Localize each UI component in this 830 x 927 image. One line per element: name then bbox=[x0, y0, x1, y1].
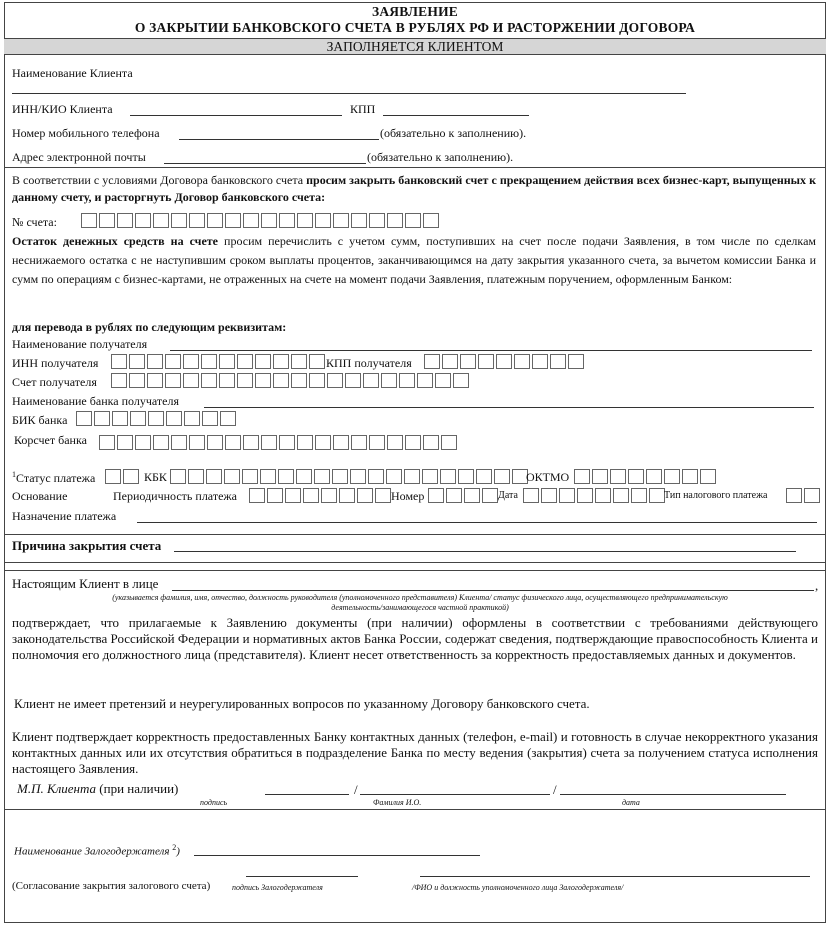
entry-cell[interactable] bbox=[297, 435, 313, 450]
phone-field[interactable] bbox=[179, 139, 379, 140]
entry-cell[interactable] bbox=[219, 373, 235, 388]
entry-cell[interactable] bbox=[76, 411, 92, 426]
recipient-name-label: Наименование получателя bbox=[12, 337, 148, 351]
entry-cell[interactable] bbox=[170, 469, 186, 484]
entry-cell[interactable] bbox=[255, 373, 271, 388]
entry-cell[interactable] bbox=[786, 488, 802, 503]
entry-cell[interactable] bbox=[399, 373, 415, 388]
entry-cell[interactable] bbox=[309, 354, 325, 369]
entry-cell[interactable] bbox=[279, 213, 295, 228]
number-label: Номер bbox=[391, 489, 425, 503]
entry-cell[interactable] bbox=[147, 354, 163, 369]
entry-cell[interactable] bbox=[405, 435, 421, 450]
corr-account-cells[interactable] bbox=[99, 435, 459, 450]
bank-name-label: Наименование банка получателя bbox=[12, 394, 179, 408]
entry-cell[interactable] bbox=[237, 354, 253, 369]
entry-cell[interactable] bbox=[422, 469, 438, 484]
entry-cell[interactable] bbox=[446, 488, 462, 503]
entry-cell[interactable] bbox=[375, 488, 391, 503]
entry-cell[interactable] bbox=[117, 435, 133, 450]
fio-caption: Фамилия И.О. bbox=[373, 798, 422, 807]
recipient-inn-label: ИНН получателя bbox=[12, 356, 99, 370]
entry-cell[interactable] bbox=[613, 488, 629, 503]
entry-cell[interactable] bbox=[649, 488, 665, 503]
entry-cell[interactable] bbox=[577, 488, 593, 503]
entry-cell[interactable] bbox=[387, 213, 403, 228]
entry-cell[interactable] bbox=[441, 435, 457, 450]
entry-cell[interactable] bbox=[664, 469, 680, 484]
entry-cell[interactable] bbox=[428, 488, 444, 503]
entry-cell[interactable] bbox=[219, 354, 235, 369]
balance-paragraph: Остаток денежных средств на счете просим перечислить с учетом сумм, поступивших на счет после подачи Заявления, в том числе по сделкам неснижаемого остатка с не наступившим сроком выплаты процентов, заканчивающимся на дату закрытия указанного счета, за вычетом комиссии Банка и сумм по операциям с бизнес-картами, не отраженных на счете на момент подачи Заявления, платежным поручением, оформленным Банком: bbox=[12, 234, 816, 286]
entry-cell[interactable] bbox=[523, 488, 539, 503]
declaration-paragraph-3: Клиент подтверждает корректность предоставленных Банку контактных данных (телефон, e-mail) и готовность в случае некорректного указания контактных данных или их отсутствия обратиться в подразделение Банка по месту ведения (закрытия) счета за получением статуса исполнения настоящего Заявления. bbox=[12, 729, 818, 776]
client-stamp-label: М.П. Клиента (при наличии) bbox=[17, 781, 179, 796]
bik-label: БИК банка bbox=[12, 413, 68, 427]
entry-cell[interactable] bbox=[345, 373, 361, 388]
email-field[interactable] bbox=[164, 163, 366, 164]
entry-cell[interactable] bbox=[550, 354, 566, 369]
account-number-label: № счета: bbox=[12, 215, 57, 229]
entry-cell[interactable] bbox=[404, 469, 420, 484]
entry-cell[interactable] bbox=[595, 488, 611, 503]
entry-cell[interactable] bbox=[424, 354, 440, 369]
kbk-cells[interactable] bbox=[170, 469, 530, 484]
recipient-kpp-cells[interactable] bbox=[424, 354, 586, 369]
recipient-inn-cells[interactable] bbox=[111, 354, 327, 369]
entry-cell[interactable] bbox=[237, 373, 253, 388]
entry-cell[interactable] bbox=[273, 373, 289, 388]
kbk-label: КБК bbox=[144, 470, 167, 484]
entry-cell[interactable] bbox=[303, 488, 319, 503]
entry-cell[interactable] bbox=[189, 213, 205, 228]
entry-cell[interactable] bbox=[321, 488, 337, 503]
entry-cell[interactable] bbox=[423, 213, 439, 228]
entry-cell[interactable] bbox=[105, 469, 121, 484]
entry-cell[interactable] bbox=[453, 373, 469, 388]
periodicity-cells[interactable] bbox=[249, 488, 393, 503]
entry-cell[interactable] bbox=[327, 373, 343, 388]
entry-cell[interactable] bbox=[225, 213, 241, 228]
recipient-account-label: Счет получателя bbox=[12, 375, 97, 389]
phone-label: Номер мобильного телефона bbox=[12, 126, 160, 140]
entry-cell[interactable] bbox=[129, 373, 145, 388]
pledge-agreement-label: (Согласование закрытия залогового счета) bbox=[12, 880, 211, 892]
entry-cell[interactable] bbox=[249, 488, 265, 503]
purpose-label: Назначение платежа bbox=[12, 509, 117, 523]
entry-cell[interactable] bbox=[267, 488, 283, 503]
purpose-field[interactable] bbox=[137, 522, 817, 523]
entry-cell[interactable] bbox=[386, 469, 402, 484]
form-title: ЗАЯВЛЕНИЕ bbox=[372, 4, 458, 19]
signature-caption: подпись bbox=[200, 798, 228, 807]
entry-cell[interactable] bbox=[202, 411, 218, 426]
entry-cell[interactable] bbox=[111, 373, 127, 388]
entry-cell[interactable] bbox=[339, 488, 355, 503]
entry-cell[interactable] bbox=[476, 469, 492, 484]
tax-type-label: Тип налогового платежа bbox=[664, 490, 768, 501]
bik-cells[interactable] bbox=[76, 411, 238, 426]
entry-cell[interactable] bbox=[206, 469, 222, 484]
entry-cell[interactable] bbox=[153, 435, 169, 450]
entry-cell[interactable] bbox=[261, 435, 277, 450]
entry-cell[interactable] bbox=[628, 469, 644, 484]
client-fio-field[interactable] bbox=[360, 794, 550, 795]
entry-cell[interactable] bbox=[201, 354, 217, 369]
pledge-signature-field[interactable] bbox=[246, 876, 358, 877]
entry-cell[interactable] bbox=[135, 435, 151, 450]
entry-cell[interactable] bbox=[363, 373, 379, 388]
entry-cell[interactable] bbox=[278, 469, 294, 484]
tax-type-cells[interactable] bbox=[786, 488, 822, 503]
email-note: (обязательно к заполнению). bbox=[367, 150, 514, 164]
entry-cell[interactable] bbox=[285, 488, 301, 503]
entry-cell[interactable] bbox=[147, 373, 163, 388]
entry-cell[interactable] bbox=[184, 411, 200, 426]
entry-cell[interactable] bbox=[207, 213, 223, 228]
entry-cell[interactable] bbox=[188, 469, 204, 484]
entry-cell[interactable] bbox=[496, 354, 512, 369]
periodicity-label: Периодичность платежа bbox=[113, 489, 238, 503]
entry-cell[interactable] bbox=[94, 411, 110, 426]
entry-cell[interactable] bbox=[291, 354, 307, 369]
client-fill-band: ЗАПОЛНЯЕТСЯ КЛИЕНТОМ bbox=[4, 38, 826, 55]
entry-cell[interactable] bbox=[541, 488, 557, 503]
entry-cell[interactable] bbox=[804, 488, 820, 503]
pledge-fio-field[interactable] bbox=[420, 876, 810, 877]
entry-cell[interactable] bbox=[273, 354, 289, 369]
entry-cell[interactable] bbox=[309, 373, 325, 388]
email-label: Адрес электронной почты bbox=[12, 150, 146, 164]
declaration-paragraph-1: подтверждает, что прилагаемые к Заявлению документы (при наличии) оформлены в соответствии с требованиями действующего законодательства Российской Федерации и нормативных актов Банка России, содержат сведения, подтверждающие правоспособность Клиента и полномочия его должностного лица (представителя). Клиент несет ответственность за корректность предоставляемых данных и документов. bbox=[12, 615, 818, 662]
entry-cell[interactable] bbox=[296, 469, 312, 484]
entry-cell[interactable] bbox=[225, 435, 241, 450]
entry-cell[interactable] bbox=[201, 373, 217, 388]
entry-cell[interactable] bbox=[243, 435, 259, 450]
entry-cell[interactable] bbox=[368, 469, 384, 484]
bank-name-field[interactable] bbox=[204, 407, 814, 408]
entry-cell[interactable] bbox=[387, 435, 403, 450]
entry-cell[interactable] bbox=[224, 469, 240, 484]
entry-cell[interactable] bbox=[442, 354, 458, 369]
entry-cell[interactable] bbox=[183, 373, 199, 388]
client-kpp-label: КПП bbox=[350, 102, 376, 116]
entry-cell[interactable] bbox=[592, 469, 608, 484]
entry-cell[interactable] bbox=[255, 354, 271, 369]
pledge-fio-caption: /ФИО и должность уполномоченного лица Залогодержателя/ bbox=[412, 883, 624, 892]
representative-hint-1: (указывается фамилия, имя, отчество, должность руководителя (уполномоченного представителя) Клиента/ статус физического лица, осуществляющего предпринимательскую bbox=[112, 593, 728, 602]
recipient-name-field[interactable] bbox=[170, 350, 812, 351]
entry-cell[interactable] bbox=[369, 435, 385, 450]
entry-cell[interactable] bbox=[166, 411, 182, 426]
entry-cell[interactable] bbox=[351, 435, 367, 450]
pledge-holder-field[interactable] bbox=[194, 855, 480, 856]
entry-cell[interactable] bbox=[117, 213, 133, 228]
pledge-holder-label: Наименование Залогодержателя $^2$) bbox=[14, 843, 180, 858]
request-intro: В соответствии с условиями Договора банковского счета просим закрыть банковский счет с прекращением действия всех бизнес-карт, выпущенных к данному счету, и расторгнуть Договор банковского счета: bbox=[12, 173, 816, 204]
entry-cell[interactable] bbox=[183, 354, 199, 369]
entry-cell[interactable] bbox=[532, 354, 548, 369]
entry-cell[interactable] bbox=[148, 411, 164, 426]
entry-cell[interactable] bbox=[610, 469, 626, 484]
entry-cell[interactable] bbox=[350, 469, 366, 484]
entry-cell[interactable] bbox=[81, 213, 97, 228]
date-label: Дата bbox=[498, 490, 518, 501]
entry-cell[interactable] bbox=[315, 435, 331, 450]
representative-hint-2: деятельность/занимающегося частной практикой) bbox=[331, 603, 509, 612]
client-signature-field[interactable] bbox=[265, 794, 349, 795]
recipient-account-cells[interactable] bbox=[111, 373, 471, 388]
entry-cell[interactable] bbox=[435, 373, 451, 388]
entry-cell[interactable] bbox=[333, 213, 349, 228]
entry-cell[interactable] bbox=[260, 469, 276, 484]
entry-cell[interactable] bbox=[478, 354, 494, 369]
entry-cell[interactable] bbox=[207, 435, 223, 450]
entry-cell[interactable] bbox=[568, 354, 584, 369]
reason-label: Причина закрытия счета bbox=[12, 538, 162, 553]
entry-cell[interactable] bbox=[494, 469, 510, 484]
entry-cell[interactable] bbox=[369, 213, 385, 228]
number-cells[interactable] bbox=[428, 488, 500, 503]
entry-cell[interactable] bbox=[458, 469, 474, 484]
date-caption: дата bbox=[622, 798, 640, 807]
declaration-paragraph-2: Клиент не имеет претензий и неурегулированных вопросов по указанному Договору банковского счета. bbox=[14, 696, 590, 711]
entry-cell[interactable] bbox=[123, 469, 139, 484]
client-inn-field[interactable] bbox=[130, 115, 342, 116]
entry-cell[interactable] bbox=[171, 213, 187, 228]
account-number-cells[interactable] bbox=[81, 213, 441, 228]
phone-note: (обязательно к заполнению). bbox=[380, 126, 527, 140]
entry-cell[interactable] bbox=[315, 213, 331, 228]
entry-cell[interactable] bbox=[700, 469, 716, 484]
entry-cell[interactable] bbox=[220, 411, 236, 426]
entry-cell[interactable] bbox=[129, 354, 145, 369]
corr-account-label: Корсчет банка bbox=[14, 433, 87, 447]
entry-cell[interactable] bbox=[464, 488, 480, 503]
entry-cell[interactable] bbox=[297, 213, 313, 228]
entry-cell[interactable] bbox=[135, 213, 151, 228]
entry-cell[interactable] bbox=[111, 354, 127, 369]
oktmo-label: ОКТМО bbox=[526, 470, 570, 484]
entry-cell[interactable] bbox=[646, 469, 662, 484]
recipient-kpp-label: КПП получателя bbox=[326, 356, 412, 370]
entry-cell[interactable] bbox=[405, 213, 421, 228]
date-cells[interactable] bbox=[523, 488, 667, 503]
entry-cell[interactable] bbox=[460, 354, 476, 369]
oktmo-cells[interactable] bbox=[574, 469, 718, 484]
entry-cell[interactable] bbox=[357, 488, 373, 503]
entry-cell[interactable] bbox=[130, 411, 146, 426]
entry-cell[interactable] bbox=[381, 373, 397, 388]
entry-cell[interactable] bbox=[171, 435, 187, 450]
entry-cell[interactable] bbox=[682, 469, 698, 484]
entry-cell[interactable] bbox=[514, 354, 530, 369]
entry-cell[interactable] bbox=[99, 213, 115, 228]
transfer-heading: для перевода в рублях по следующим реквизитам: bbox=[12, 320, 287, 334]
entry-cell[interactable] bbox=[165, 373, 181, 388]
entry-cell[interactable] bbox=[417, 373, 433, 388]
entry-cell[interactable] bbox=[631, 488, 647, 503]
entry-cell[interactable] bbox=[332, 469, 348, 484]
basis-label: Основание bbox=[12, 489, 68, 503]
pledge-signature-caption: подпись Залогодержателя bbox=[232, 883, 323, 892]
entry-cell[interactable] bbox=[351, 213, 367, 228]
payment-status-cells[interactable] bbox=[105, 469, 141, 484]
entry-cell[interactable] bbox=[261, 213, 277, 228]
client-in-person-field[interactable] bbox=[172, 590, 814, 591]
entry-cell[interactable] bbox=[112, 411, 128, 426]
entry-cell[interactable] bbox=[99, 435, 115, 450]
client-date-field[interactable] bbox=[560, 794, 786, 795]
entry-cell[interactable] bbox=[440, 469, 456, 484]
entry-cell[interactable] bbox=[165, 354, 181, 369]
client-inn-label: ИНН/КИО Клиента bbox=[12, 102, 113, 116]
client-name-label: Наименование Клиента bbox=[12, 66, 133, 80]
entry-cell[interactable] bbox=[242, 469, 258, 484]
entry-cell[interactable] bbox=[243, 213, 259, 228]
entry-cell[interactable] bbox=[574, 469, 590, 484]
entry-cell[interactable] bbox=[189, 435, 205, 450]
client-kpp-field[interactable] bbox=[383, 115, 529, 116]
entry-cell[interactable] bbox=[333, 435, 349, 450]
entry-cell[interactable] bbox=[153, 213, 169, 228]
entry-cell[interactable] bbox=[279, 435, 295, 450]
entry-cell[interactable] bbox=[291, 373, 307, 388]
reason-field[interactable] bbox=[174, 551, 796, 552]
client-in-person-label: Настоящим Клиент в лице bbox=[12, 576, 159, 591]
payment-status-label: $^1$Статус платежа bbox=[12, 470, 96, 485]
entry-cell[interactable] bbox=[423, 435, 439, 450]
entry-cell[interactable] bbox=[314, 469, 330, 484]
entry-cell[interactable] bbox=[559, 488, 575, 503]
entry-cell[interactable] bbox=[482, 488, 498, 503]
client-name-field[interactable] bbox=[12, 93, 686, 94]
form-subtitle: О ЗАКРЫТИИ БАНКОВСКОГО СЧЕТА В РУБЛЯХ РФ И РАСТОРЖЕНИИ ДОГОВОРА bbox=[134, 20, 696, 35]
